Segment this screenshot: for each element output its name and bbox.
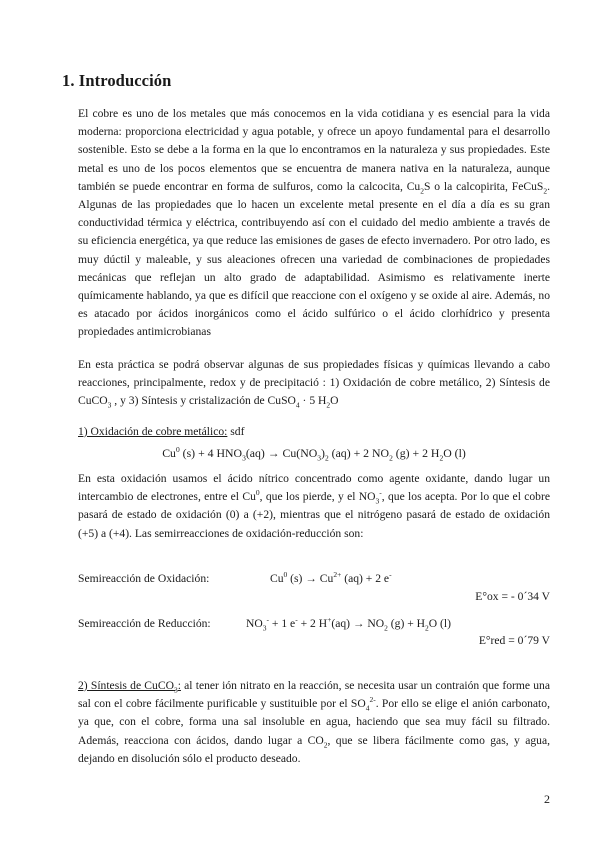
text-run: O xyxy=(330,394,339,408)
subsection-title-carbonate xyxy=(78,679,181,695)
text-run: ) xyxy=(321,446,325,460)
carbonate-paragraph xyxy=(78,677,550,768)
oxidation-equation xyxy=(78,446,550,461)
text-run: (s) → Cu xyxy=(287,572,334,585)
text-run: + 2 H xyxy=(297,617,328,630)
text-run: (aq) + 2 e xyxy=(341,572,390,585)
explanation-paragraph xyxy=(78,470,550,543)
text-run: En esta oxidación usamos el ácido nítrico concentrado como agente oxidante, dando lugar un intercambio de electrones, entre el Cu xyxy=(78,472,550,504)
superscript: - xyxy=(379,488,382,498)
text-run: En esta práctica se podrá observar algunas de sus propiedades físicas y químicas llevando a cabo reacciones, principalmente, redox y de precipitació : 1) Oxidación de cobre metálico, 2) Síntesis de CuCO xyxy=(78,358,550,408)
subscript: 2 xyxy=(384,623,388,633)
subscript: 3 xyxy=(173,685,178,695)
text-run: al tener ión nitrato en la reacción, se necesita usar un contraión que forme una sal con el cobre fácilmente purificable y sustituible por el SO xyxy=(78,679,551,711)
text-run: (s) + 4 HNO xyxy=(179,446,243,460)
subscript: 2 xyxy=(420,186,424,196)
text-run: (aq) + 2 NO xyxy=(328,446,390,460)
text-run: , y 3) Síntesis y cristalización de CuSO xyxy=(111,394,296,408)
page-number: 2 xyxy=(544,792,550,806)
superscript: 2+ xyxy=(333,570,342,580)
subsection-extra: sdf xyxy=(227,425,245,438)
superscript: 0 xyxy=(175,445,180,455)
section-heading: 1. Introducción xyxy=(62,71,172,90)
text-run: Cu xyxy=(162,446,176,460)
subscript: 2 xyxy=(326,400,331,410)
practice-paragraph xyxy=(78,356,550,411)
subscript: 2 xyxy=(323,739,328,749)
text-run: : xyxy=(177,679,181,692)
subscript: 4 xyxy=(295,400,300,410)
subscript: 3 xyxy=(262,623,267,633)
superscript: + xyxy=(327,615,332,625)
text-run: (g) + 2 H xyxy=(392,446,440,460)
text-run: + 1 e xyxy=(269,617,296,630)
superscript: - xyxy=(295,615,298,625)
intro-paragraph xyxy=(78,105,550,342)
subscript: 3 xyxy=(375,496,380,506)
subscript: 2 xyxy=(425,623,429,633)
superscript: - xyxy=(266,615,269,625)
text-run: , que los acepta. Por lo que el cobre pasará de estado de oxidación (0) a (+2), mientras que el nitrógeno pasará de estado de oxidación (+5) a (+4). Las semirreacciones de oxidación-reducción son: xyxy=(78,490,550,540)
text-run: Cu xyxy=(270,572,284,585)
text-run: (aq) → NO xyxy=(331,617,385,630)
text-run: (g) + H xyxy=(387,617,426,630)
text-run: . Algunas de las propiedades que lo hacen un excelente metal presente en el día a día es su gran conductividad térmica y eléctrica, contribuyendo así con el cuidado del medio ambiente a través de su eficiencia energética, ya que reduce las emisiones de gases de efecto invernadero. Por otro lado, es muy dúctil y maleable, y sus aleaciones ofrecen una variedad de combinaciones de propiedades mecánicas que reflejan un alto grado de adaptabilidad. Asimismo es relativamente inerte químicamente hablando, ya que es difícil que reaccione con el oxígeno y se oxide al aire. Además, no es atacado por ácidos inorgánicos como el ácido sulfúrico o el ácido clorhídrico y presenta propiedades antimicrobianas xyxy=(78,179,550,339)
superscript: 0 xyxy=(283,570,288,580)
subscript: 3 xyxy=(242,453,246,463)
half-reaction-label: Semireacción de Reducción: xyxy=(78,617,211,630)
text-run: O (l) xyxy=(443,446,466,460)
oxidation-half-reaction xyxy=(78,572,392,585)
oxidation-potential: E°ox = - 0´34 V xyxy=(475,590,550,603)
half-reaction-label: Semireacción de Oxidación: xyxy=(78,572,210,585)
text-run: , que los pierde, y el NO xyxy=(259,490,376,504)
superscript: 2- xyxy=(369,695,376,705)
reduction-half-reaction xyxy=(78,615,451,633)
text-run: . Por ello se elige el anión carbonato, ya que, con el cobre, forma una sal insoluble en agua, haciendo que sea muy fácil su filtrado. Además, reacciona con ácidos, dando lugar a CO xyxy=(78,697,550,747)
subscript: 3 xyxy=(317,453,321,463)
subscript: 3 xyxy=(107,400,112,410)
subscript: 2 xyxy=(389,453,393,463)
text-run: O (l) xyxy=(428,617,451,630)
text-run: 2) Síntesis de CuCO xyxy=(78,679,174,692)
subsection-title: 1) Oxidación de cobre metálico: xyxy=(78,425,228,438)
superscript: - xyxy=(389,570,392,580)
reduction-potential: E°red = 0´79 V xyxy=(478,634,550,647)
superscript: 0 xyxy=(255,488,260,498)
subscript: 2 xyxy=(543,186,548,196)
text-run: S o la calcopirita, FeCuS xyxy=(423,179,544,193)
text-run: NO xyxy=(246,617,263,630)
subscript: 2 xyxy=(439,453,444,463)
text-run: · 5 H xyxy=(299,394,327,408)
text-run: El cobre es uno de los metales que más conocemos en la vida cotidiana y es esencial para la vida moderna: proporciona electricidad y agua potable, y ofrece un apoyo fundamental para el desarrollo sostenible. Esto se debe a la forma en la que lo encontramos en la naturaleza y sus propiedades. Este metal es uno de los pocos elementos que se encuentra de manera nativa en la naturaleza, aunque también se puede encontrar en forma de sulfuros, como la calcocita, Cu xyxy=(78,107,550,193)
text-run: (aq) → Cu(NO xyxy=(245,446,318,460)
subscript: 4 xyxy=(365,703,370,713)
subscript: 2 xyxy=(324,453,329,463)
text-run: , que se libera fácilmente como gas, y agua, dejando en disolución sólo el producto deseado. xyxy=(78,733,550,765)
subsection-heading-oxidation xyxy=(78,425,244,438)
